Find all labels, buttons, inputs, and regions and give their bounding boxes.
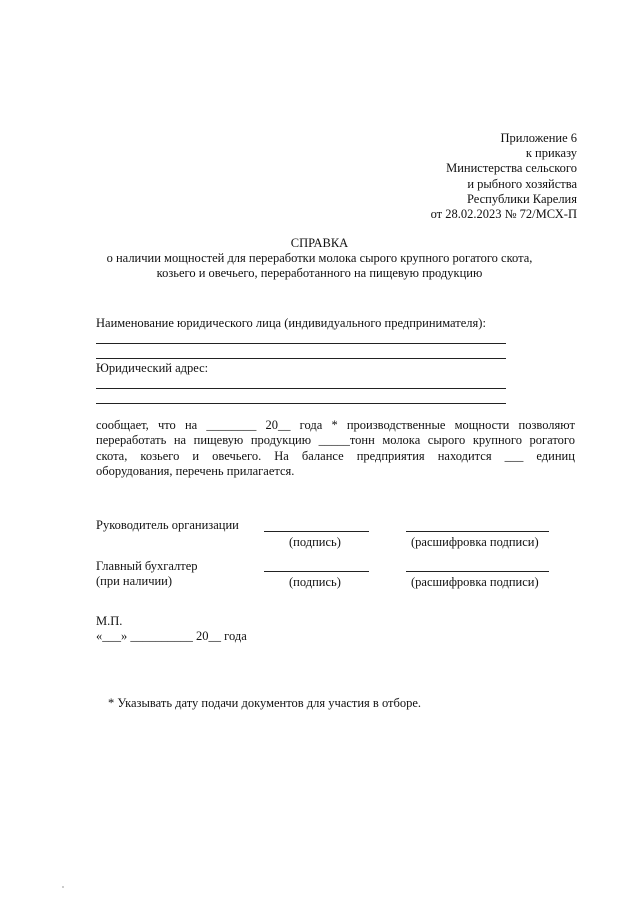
document-title: СПРАВКА (290, 236, 349, 250)
head-signature-line (264, 531, 369, 532)
body-line-3: скота, козьего и овечьего. На балансе предприятия находится ___ единиц (96, 448, 575, 463)
head-label: Руководитель организации (96, 518, 239, 532)
header-line: и рыбного хозяйства (467, 176, 577, 191)
accountant-decode-caption: (расшифровка подписи) (411, 575, 539, 589)
header-line: от 28.02.2023 № 72/МСХ-П (430, 207, 577, 222)
address-label: Юридический адрес: (96, 361, 209, 375)
accountant-decode-line (406, 571, 549, 572)
document-subtitle-line-1: о наличии мощностей для переработки молока сырого крупного рогатого скота, (106, 251, 533, 265)
accountant-label: Главный бухгалтер (96, 559, 198, 573)
date-line: «___» __________ 20__ года (96, 629, 247, 643)
body-line-1: сообщает, что на ________ 20__ года * производственные мощности позволяют (96, 418, 575, 432)
accountant-label-note: (при наличии) (96, 574, 173, 588)
header-line: Приложение 6 (500, 131, 577, 145)
accountant-signature-caption: (подпись) (289, 575, 341, 589)
body-line-4: оборудования, перечень прилагается. (96, 464, 295, 479)
head-decode-caption: (расшифровка подписи) (411, 535, 539, 549)
scan-speck (62, 886, 64, 888)
body-line-2: переработать на пищевую продукцию _____тонн молока сырого крупного рогатого (96, 433, 575, 448)
stamp-place: М.П. (96, 614, 123, 628)
address-line-2 (96, 403, 506, 404)
head-decode-line (406, 531, 549, 532)
head-signature-caption: (подпись) (289, 535, 341, 549)
header-line: к приказу (525, 146, 577, 161)
org-name-line-2 (96, 358, 506, 359)
header-line: Республики Карелия (466, 191, 577, 206)
document-subtitle-line-2: козьего и овечьего, переработанного на пищевую продукцию (156, 266, 483, 280)
org-name-line-1 (96, 343, 506, 344)
footnote: * Указывать дату подачи документов для участия в отборе. (108, 696, 422, 710)
header-line: Министерства сельского (446, 161, 577, 176)
org-name-label: Наименование юридического лица (индивидуального предпринимателя): (96, 316, 486, 330)
accountant-signature-line (264, 571, 369, 572)
address-line-1 (96, 388, 506, 389)
body-paragraph (96, 418, 575, 480)
appendix-header (431, 131, 577, 222)
